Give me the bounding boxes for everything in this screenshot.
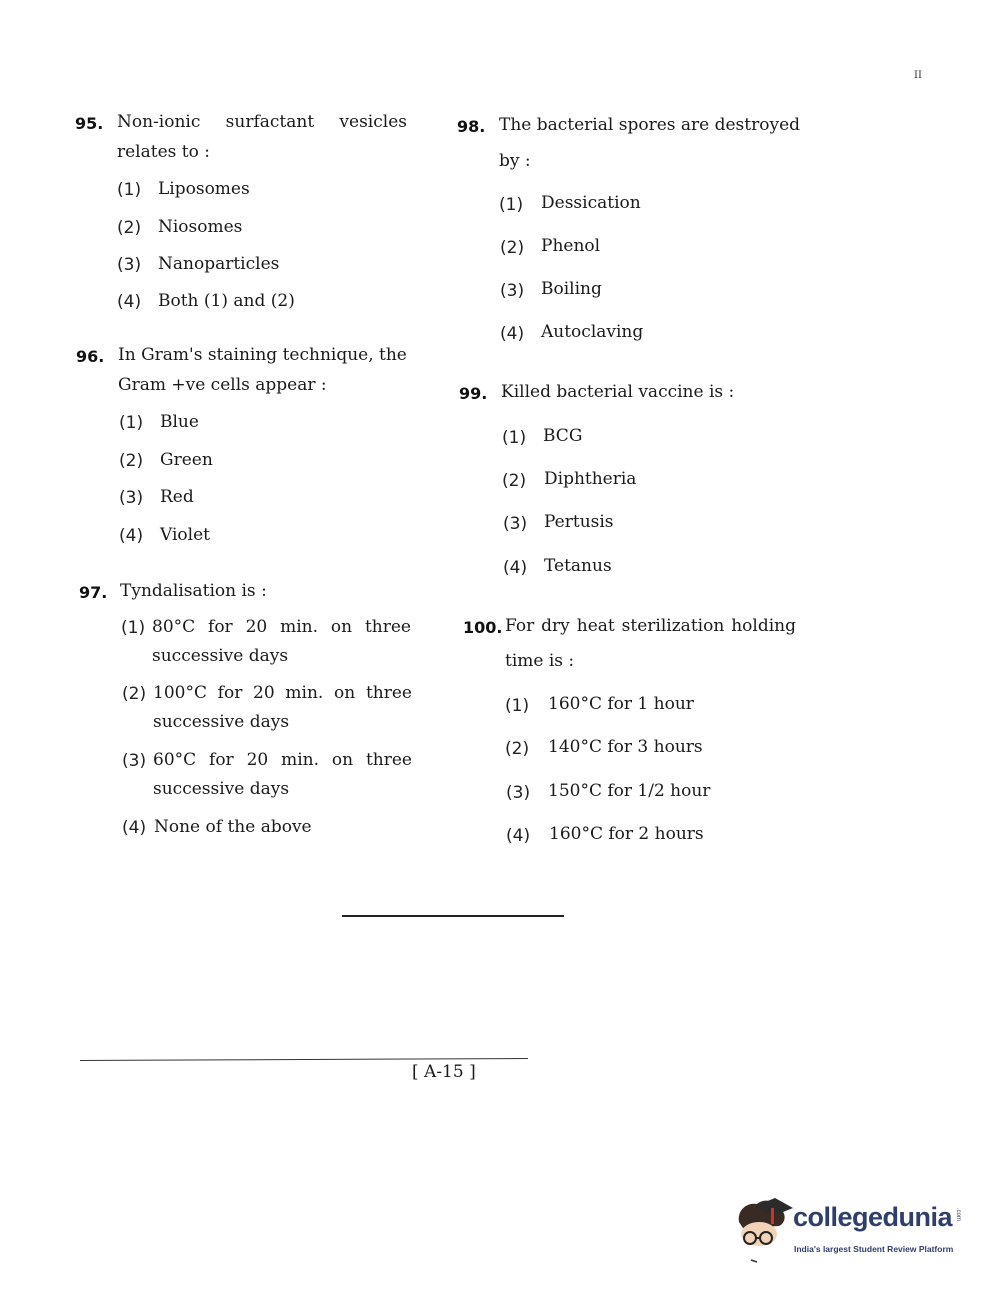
option-number: (1) xyxy=(499,195,524,215)
question-number: 95. xyxy=(75,114,104,133)
page-corner-mark: II xyxy=(914,70,922,81)
option-text: Diphtheria xyxy=(544,469,637,489)
option-number: (3) xyxy=(500,281,525,301)
option-number: (2) xyxy=(500,238,525,258)
question-number: 97. xyxy=(79,583,108,602)
option-number: (3) xyxy=(122,751,147,771)
option-text: 140°C for 3 hours xyxy=(548,737,703,757)
option-text: 160°C for 1 hour xyxy=(548,694,694,714)
option-text: Blue xyxy=(160,412,199,432)
question-number: 96. xyxy=(76,347,105,366)
option-text: None of the above xyxy=(154,817,312,837)
option-number: (2) xyxy=(505,739,530,759)
logo-wordmark: collegedunia xyxy=(793,1202,953,1232)
option-text: Boiling xyxy=(541,279,602,299)
option-number: (1) xyxy=(121,618,146,638)
stem-word: Non-ionic xyxy=(117,112,201,132)
option-text: Autoclaving xyxy=(541,322,644,342)
option-number: (3) xyxy=(117,255,142,275)
question-stem-line: Gram +ve cells appear : xyxy=(118,375,327,395)
option-number: (4) xyxy=(503,558,528,578)
question-stem-line: time is : xyxy=(505,651,575,671)
option-number: (4) xyxy=(122,818,147,838)
end-of-section-rule xyxy=(342,915,564,917)
question-number: 99. xyxy=(459,384,488,403)
option-text: Liposomes xyxy=(158,179,250,199)
option-text: 160°C for 2 hours xyxy=(549,824,704,844)
option-number: (2) xyxy=(117,218,142,238)
option-number: (3) xyxy=(503,514,528,534)
question-stem-line: by : xyxy=(499,151,531,171)
option-text: successive days xyxy=(152,646,289,666)
option-number: (1) xyxy=(119,413,144,433)
question-stem-line: For dry heat sterilization holding xyxy=(505,616,796,636)
question-stem-line: Killed bacterial vaccine is : xyxy=(501,382,735,402)
question-stem-line: relates to : xyxy=(117,142,210,162)
logo-tagline: India's largest Student Review Platform xyxy=(794,1244,954,1254)
option-number: (1) xyxy=(117,180,142,200)
option-text: Pertusis xyxy=(544,512,614,532)
footer-rule xyxy=(80,1058,528,1061)
option-text: BCG xyxy=(543,426,583,446)
option-number: (3) xyxy=(119,488,144,508)
option-text: 150°C for 1/2 hour xyxy=(548,781,711,801)
option-text: 100°C for 20 min. on three xyxy=(153,683,412,703)
option-number: (4) xyxy=(500,324,525,344)
option-text: Red xyxy=(160,487,194,507)
option-text: 60°C for 20 min. on three xyxy=(153,750,412,770)
option-text: Green xyxy=(160,450,213,470)
option-text: Phenol xyxy=(541,236,601,256)
option-text: Niosomes xyxy=(158,217,243,237)
page-number: [ A-15 ] xyxy=(412,1062,476,1082)
option-text: Both (1) and (2) xyxy=(158,291,295,311)
option-text: Nanoparticles xyxy=(158,254,280,274)
question-stem-line: Tyndalisation is : xyxy=(120,581,267,601)
option-number: (1) xyxy=(505,696,530,716)
question-number: 98. xyxy=(457,117,486,136)
option-number: (2) xyxy=(122,684,147,704)
question-number: 100. xyxy=(463,618,503,637)
option-number: (4) xyxy=(506,826,531,846)
option-number: (4) xyxy=(119,526,144,546)
option-number: (2) xyxy=(502,471,527,491)
stem-word: vesicles xyxy=(339,112,407,132)
collegedunia-logo xyxy=(733,1196,963,1266)
option-number: (2) xyxy=(119,451,144,471)
option-number: (3) xyxy=(506,783,531,803)
option-text: 80°C for 20 min. on three xyxy=(152,617,411,637)
option-text: Violet xyxy=(160,525,210,545)
question-stem-line xyxy=(117,107,407,137)
option-text: Dessication xyxy=(541,193,641,213)
mascot-icon xyxy=(733,1196,795,1264)
option-text: successive days xyxy=(153,779,290,799)
stem-word: surfactant xyxy=(225,112,315,132)
question-stem-line: In Gram's staining technique, the xyxy=(118,345,407,365)
option-text: successive days xyxy=(153,712,290,732)
logo-domain-suffix: .com xyxy=(955,1208,961,1222)
question-stem-line: The bacterial spores are destroyed xyxy=(499,115,801,135)
option-text: Tetanus xyxy=(544,556,612,576)
option-number: (1) xyxy=(502,428,527,448)
option-number: (4) xyxy=(117,292,142,312)
